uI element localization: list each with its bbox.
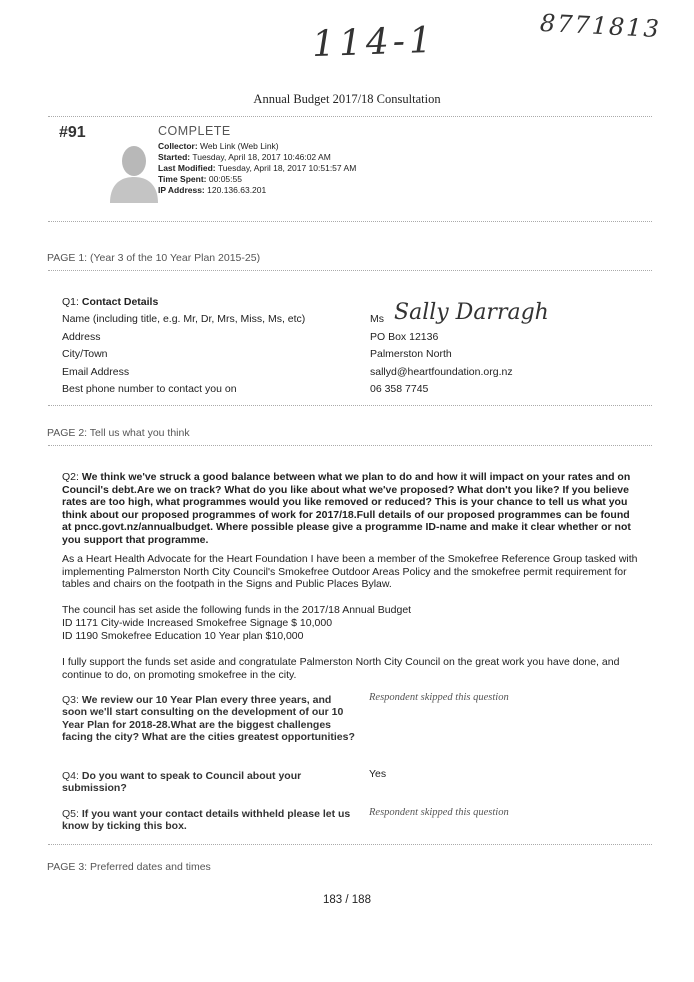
q2-question: Q2: We think we've struck a good balance between what we plan to do and how it will impact on your rates and on Council's debt.Are we on track? What do you like about what we've proposed? What don't you like? If you believe rates are too high, what programmes would you like removed or reduced? This is your chance to tell us what you think about our proposed programmes of work for 2017/18.Full details of our proposed programmes can be found at pncc.govt.nz/annualbudget. Where possible please give a programme ID-name and make it clear whether or not you support that programme. xyxy=(62,471,631,546)
divider xyxy=(48,116,652,117)
status-label: COMPLETE xyxy=(158,124,231,138)
avatar-silhouette-icon xyxy=(108,139,160,203)
page-2-heading: PAGE 2: Tell us what you think xyxy=(47,427,190,439)
meta-collector: Collector: Web Link (Web Link) xyxy=(158,141,279,151)
q5-skipped: Respondent skipped this question xyxy=(369,807,509,818)
avatar xyxy=(108,139,160,203)
q2-answer-paragraph-3: I fully support the funds set aside and congratulate Palmerston North City Council on the great work you have done, and continue to do, on promoting smokefree in the city. xyxy=(62,656,620,681)
meta-last-modified: Last Modified: Tuesday, April 18, 2017 10:51:57 AM xyxy=(158,163,357,173)
q1-value-city: Palmerston North xyxy=(370,348,452,360)
divider xyxy=(48,405,652,406)
q2-answer-fund-1171: ID 1171 City-wide Increased Smokefree Signage $ 10,000 xyxy=(62,617,333,629)
q3-question: Q3: We review our 10 Year Plan every three years, and soon we'll start consulting on the development of our 10 Year Plan for 2018-28.What are the biggest challenges facing the city? What are the cities greatest opportunities? xyxy=(62,694,355,744)
q1-value-address: PO Box 12136 xyxy=(370,331,439,343)
q2-answer-fund-1190: ID 1190 Smokefree Education 10 Year plan $10,000 xyxy=(62,630,304,642)
q1-heading: Q1: Contact Details xyxy=(62,296,159,308)
meta-time-spent: Time Spent: 00:05:55 xyxy=(158,174,242,184)
q4-question: Q4: Do you want to speak to Council about your submission? xyxy=(62,770,302,795)
q5-question: Q5: If you want your contact details withheld please let us know by ticking this box. xyxy=(62,808,351,833)
document-title: Annual Budget 2017/18 Consultation xyxy=(253,92,441,106)
meta-ip-address: IP Address: 120.136.63.201 xyxy=(158,185,267,195)
divider xyxy=(48,270,652,271)
divider xyxy=(48,445,652,446)
divider xyxy=(48,221,652,222)
q2-answer-funds-intro: The council has set aside the following funds in the 2017/18 Annual Budget xyxy=(62,604,412,616)
q1-field-phone: Best phone number to contact you on xyxy=(62,383,237,395)
response-number: #91 xyxy=(59,124,86,141)
q2-answer-paragraph-1: As a Heart Health Advocate for the Heart Foundation I have been a member of the Smokefree Reference Group tasked with implementing Palmerston North City Council's Smokefree Outdoor Areas Policy and the smokefree permit requirement for tables and chairs on the footpath in the Signs and Public Places Bylaw. xyxy=(62,553,638,590)
page-counter: 183 / 188 xyxy=(323,894,371,906)
q1-field-address: Address xyxy=(62,331,101,343)
q1-field-name: Name (including title, e.g. Mr, Dr, Mrs, Miss, Ms, etc) xyxy=(62,313,306,325)
meta-started: Started: Tuesday, April 18, 2017 10:46:02 AM xyxy=(158,152,331,162)
divider xyxy=(48,844,652,845)
q4-answer: Yes xyxy=(369,768,387,780)
page-1-heading: PAGE 1: (Year 3 of the 10 Year Plan 2015-25) xyxy=(47,252,261,264)
handwritten-file-number: 8771813 xyxy=(539,8,662,44)
q3-skipped: Respondent skipped this question xyxy=(369,692,509,703)
q1-value-name: Ms xyxy=(370,313,384,325)
handwritten-signature-name: Sally Darragh xyxy=(394,300,549,325)
q1-value-email: sallyd@heartfoundation.org.nz xyxy=(370,366,513,378)
q1-field-city: City/Town xyxy=(62,348,108,360)
q1-value-phone: 06 358 7745 xyxy=(370,383,429,395)
q1-field-email: Email Address xyxy=(62,366,130,378)
handwritten-page-ref: 114-1 xyxy=(311,19,437,66)
page-3-heading: PAGE 3: Preferred dates and times xyxy=(47,861,211,873)
